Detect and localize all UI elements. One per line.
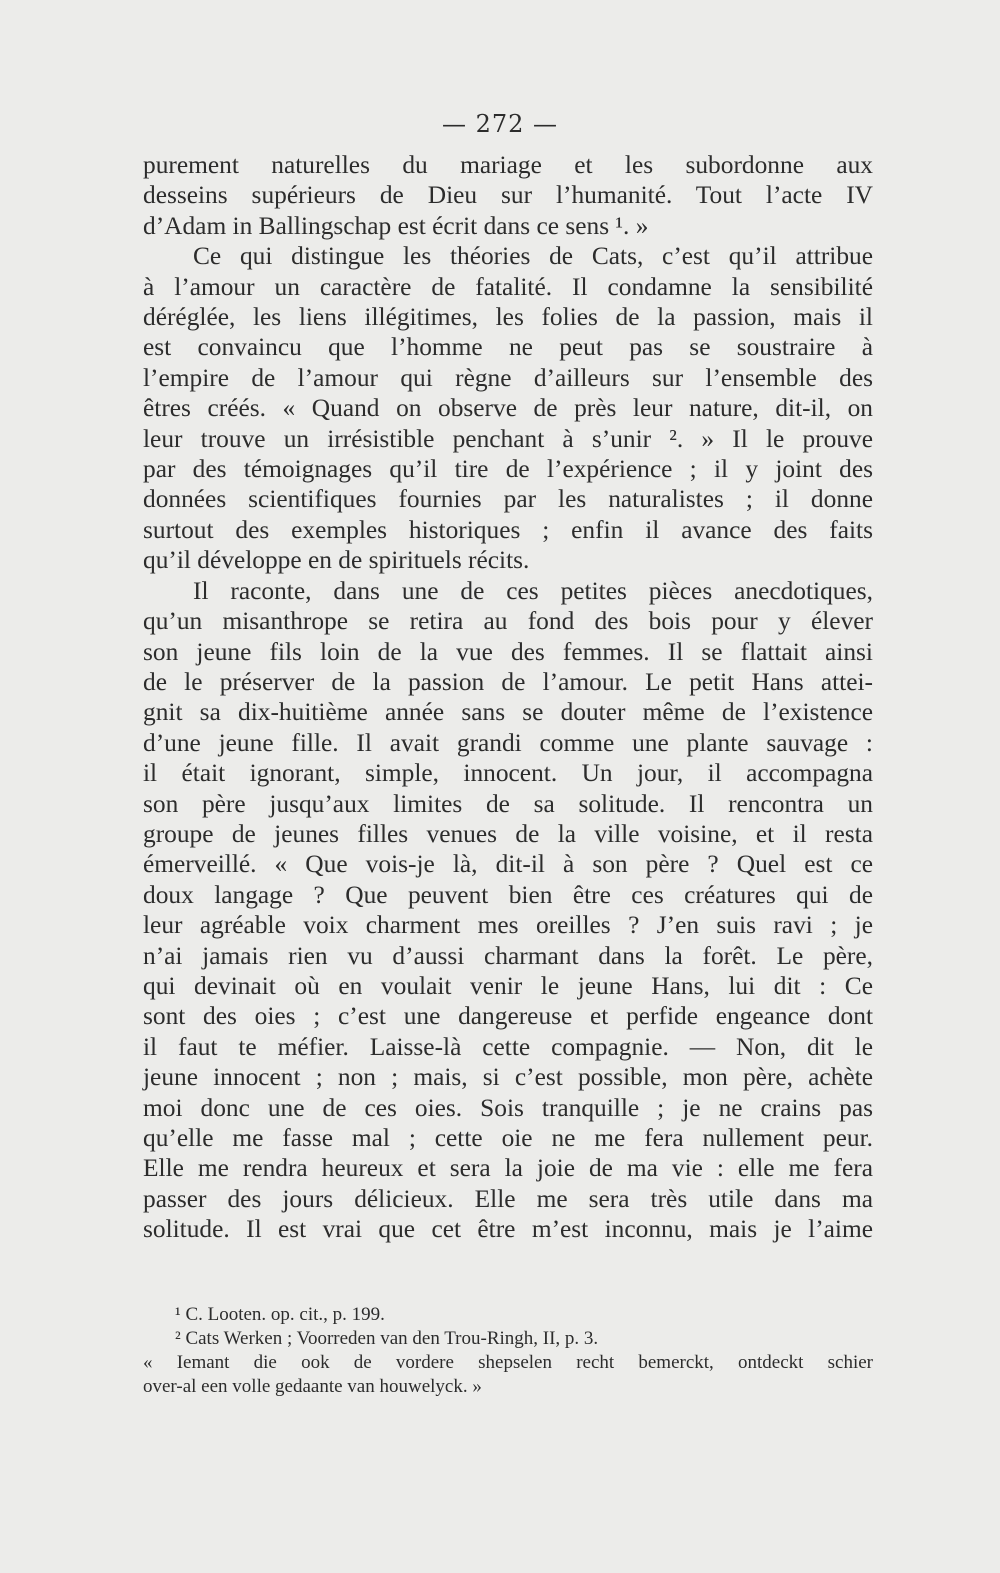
page-number: — 272 — — [441, 110, 559, 138]
footnote-quote-line: over-al een volle gedaante van houwelyck. » — [143, 1376, 482, 1397]
text-line: moi donc une de ces oies. Sois tranquille ; je ne crains pas — [143, 1093, 873, 1122]
text-line: leur agréable voix charment mes oreilles ? J’en suis ravi ; je — [143, 911, 873, 940]
text-line: doux langage ? Que peuvent bien être ces créatures qui de — [143, 880, 873, 909]
text-line: d’une jeune fille. Il avait grandi comme une plante sauvage : — [143, 728, 873, 757]
text-line: par des témoignages qu’il tire de l’expérience ; il y joint des — [143, 455, 873, 484]
text-line: jeune innocent ; non ; mais, si c’est possible, mon père, achète — [143, 1063, 873, 1092]
text-line: de le préserver de la passion de l’amour. Le petit Hans attei- — [143, 667, 873, 696]
text-line: groupe de jeunes filles venues de la ville voisine, et il resta — [143, 819, 873, 848]
text-line: Il raconte, dans une de ces petites pièces anecdotiques, — [193, 576, 873, 605]
text-line: qu’un misanthrope se retira au fond des bois pour y élever — [143, 607, 873, 636]
text-line: gnit sa dix-huitième année sans se douter même de l’existence — [143, 698, 873, 727]
text-line: il était ignorant, simple, innocent. Un jour, il accompagna — [143, 759, 873, 788]
text-line: à l’amour un caractère de fatalité. Il condamne la sensibilité — [143, 272, 873, 301]
text-line: purement naturelles du mariage et les subordonne aux — [143, 151, 873, 179]
text-line: d’Adam in Ballingschap est écrit dans ce sens ¹. » — [143, 211, 649, 240]
text-line: son père jusqu’aux limites de sa solitude. Il rencontra un — [143, 789, 873, 818]
text-line: déréglée, les liens illégitimes, les folies de la passion, mais il — [143, 303, 873, 332]
footnote-1: ¹ C. Looten. op. cit., p. 199. — [175, 1304, 385, 1325]
body-text — [143, 150, 873, 1245]
footnote-quote-line: « Iemant die ook de vordere shepselen recht bemerckt, ontdeckt schier — [143, 1352, 873, 1373]
text-line: Ce qui distingue les théories de Cats, c’est qu’il attribue — [193, 242, 873, 271]
text-line: qui devinait où en voulait venir le jeune Hans, lui dit : Ce — [143, 971, 873, 1000]
text-line: il faut te méfier. Laisse-là cette compagnie. — Non, dit le — [143, 1032, 873, 1061]
text-line: solitude. Il est vrai que cet être m’est inconnu, mais je l’aime — [143, 1215, 873, 1244]
text-line: n’ai jamais rien vu d’aussi charmant dans la forêt. Le père, — [143, 941, 873, 970]
text-line: qu’il développe en de spirituels récits. — [143, 546, 530, 575]
text-line: données scientifiques fournies par les naturalistes ; il donne — [143, 485, 873, 514]
text-line: émerveillé. « Que vois-je là, dit-il à son père ? Quel est ce — [143, 850, 873, 879]
text-line: l’empire de l’amour qui règne d’ailleurs sur l’ensemble des — [143, 363, 873, 392]
footnotes — [143, 1303, 873, 1399]
text-line: qu’elle me fasse mal ; cette oie ne me fera nullement peur. — [143, 1124, 873, 1152]
footnote-2: ² Cats Werken ; Voorreden van den Trou-Ringh, II, p. 3. — [175, 1328, 599, 1349]
text-line: son jeune fils loin de la vue des femmes. Il se flattait ainsi — [143, 637, 873, 666]
text-line: surtout des exemples historiques ; enfin il avance des faits — [143, 515, 873, 544]
text-line: sont des oies ; c’est une dangereuse et perfide engeance dont — [143, 1002, 873, 1031]
text-line: Elle me rendra heureux et sera la joie de ma vie : elle me fera — [143, 1154, 873, 1183]
text-line: est convaincu que l’homme ne peut pas se soustraire à — [143, 333, 873, 362]
text-line: êtres créés. « Quand on observe de près leur nature, dit-il, on — [143, 394, 873, 423]
text-line: desseins supérieurs de Dieu sur l’humanité. Tout l’acte IV — [143, 181, 873, 210]
text-line: passer des jours délicieux. Elle me sera très utile dans ma — [143, 1184, 873, 1213]
text-line: leur trouve un irrésistible penchant à s’unir ². » Il le prouve — [143, 424, 873, 453]
